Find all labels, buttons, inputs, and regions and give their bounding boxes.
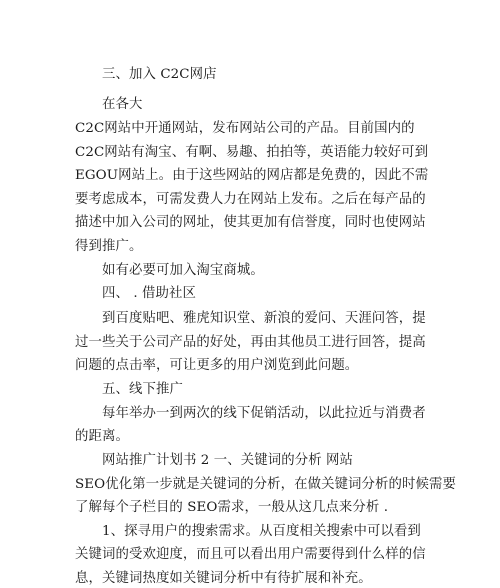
- paragraph-line: 每年举办一到两次的线下促销活动，以此拉近与消费者: [102, 406, 426, 421]
- paragraph-line: C2C网站中开通网站，发布网站公司的产品。目前国内的: [75, 121, 415, 136]
- paragraph-line: 息，关键词热度如关键词分析中有待扩展和补充。: [75, 571, 372, 586]
- paragraph-line: 关键词的受欢迎度，而且可以看出用户需要得到什么样的信: [75, 547, 426, 562]
- paragraph-line: 如有必要可加入淘宝商城。: [102, 263, 264, 278]
- paragraph-line: SEO优化第一步就是关键词的分析，在做关键词分析的时候需要: [75, 477, 456, 492]
- heading-offline-promotion: 五、线下推广: [102, 382, 183, 397]
- paragraph-line: 1、探寻用户的搜索需求。从百度相关搜索中可以看到: [102, 524, 421, 539]
- paragraph-line: 描述中加入公司的网址，使其更加有信誉度，同时也使网站: [75, 215, 426, 230]
- paragraph-line: 要考虑成本，可需发费人力在网站上发布。之后在每产品的: [75, 192, 426, 207]
- paragraph-line: 的距离。: [75, 429, 129, 444]
- heading-plan-keywords: 网站推广计划书 2 一、关键词的分析 网站: [102, 453, 354, 468]
- paragraph-line: EGOU网站上。由于这些网站的网店都是免费的，因此不需: [75, 168, 429, 183]
- paragraph-line: 了解每个子栏目的 SEO需求，一般从这几点来分析 .: [75, 500, 389, 515]
- paragraph-line: 问题的点击率，可让更多的用户浏览到此问题。: [75, 358, 359, 373]
- paragraph-line: 过一些关于公司产品的好处，再由其他员工进行回答，提高: [75, 335, 426, 350]
- paragraph-line: 到百度贴吧、雅虎知识堂、新浪的爱问、天涯问答，提: [102, 311, 426, 326]
- paragraph-line: 在各大: [102, 97, 143, 112]
- paragraph-line: 得到推广。: [75, 239, 143, 254]
- heading-join-c2c: 三、加入 C2C网店: [102, 67, 217, 82]
- heading-community: 四、 . 借助社区: [102, 286, 197, 301]
- paragraph-line: C2C网站有淘宝、有啊、易趣、拍拍等，英语能力较好可到: [75, 145, 429, 160]
